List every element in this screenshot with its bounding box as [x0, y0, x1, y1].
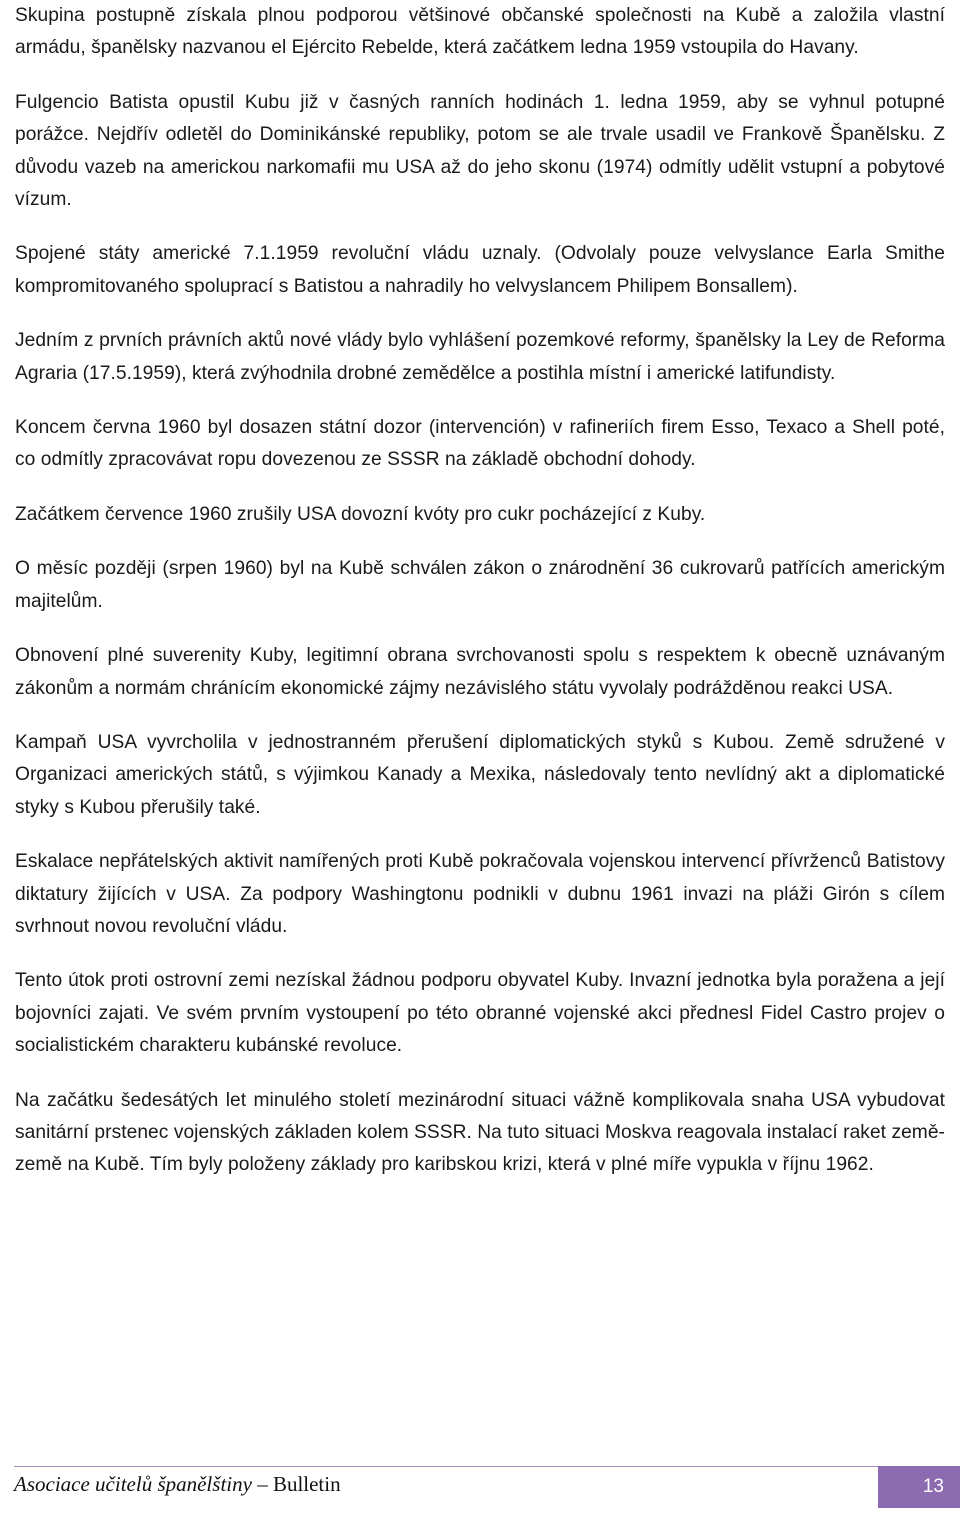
footer-section: Bulletin [272, 1472, 341, 1496]
footer-separator: – [251, 1472, 273, 1496]
page-number-badge [878, 1466, 960, 1508]
article-body [15, 0, 945, 1204]
paragraph: Eskalace nepřátelských aktivit namířených proti Kubě pokračovala vojenskou intervencí přívrženců Batistovy diktatury žijících v USA. Za podpory Washingtonu podnikli v dubnu 1961 invazi na pláži Girón s cílem svrhnout novou revoluční vládu. [15, 851, 945, 937]
paragraph: O měsíc později (srpen 1960) byl na Kubě schválen zákon o znárodnění 36 cukrovarů patřících americkým majitelům. [15, 558, 945, 612]
paragraph: Obnovení plné suverenity Kuby, legitimní obrana svrchovanosti spolu s respektem k obecně uznávaným zákonům a normám chránícím ekonomické zájmy nezávislého státu vyvolaly podrážděnou reakci USA. [15, 645, 945, 699]
footer-publication [14, 1470, 341, 1498]
paragraph: Koncem června 1960 byl dosazen státní dozor (intervención) v rafineriích firem Esso, Texaco a Shell poté, co odmítly zpracovávat ropu dovezenou ze SSSR na základě obchodní dohody. [15, 417, 945, 471]
paragraph: Fulgencio Batista opustil Kubu již v časných ranních hodinách 1. ledna 1959, aby se vyhnul potupné porážce. Nejdřív odletěl do Dominikánské republiky, potom se ale trvale usadil ve Frankově Španělsku. Z důvodu vazeb na americkou narkomafii mu USA až do jeho skonu (1974) odmítly udělit vstupní a pobytové vízum. [15, 91, 945, 211]
paragraph: Tento útok proti ostrovní zemi nezískal žádnou podporu obyvatel Kuby. Invazní jednotka byla poražena a její bojovníci zajati. Ve svém prvním vystoupení po této obranné vojenské akci přednesl Fidel Castro projev o socialistickém charakteru kubánské revoluce. [15, 970, 945, 1057]
paragraph: Skupina postupně získala plnou podporou většinové občanské společnosti na Kubě a založila vlastní armádu, španělsky nazvanou el Ejército Rebelde, která začátkem ledna 1959 vstoupila do Havany. [15, 5, 945, 59]
paragraph: Kampaň USA vyvrcholila v jednostranném přerušení diplomatických styků s Kubou. Země sdružené v Organizaci amerických států, s výjimkou Kanady a Mexika, následovaly tento nevlídný akt a diplomatické styky s Kubou přerušily také. [15, 731, 945, 818]
paragraph: Na začátku šedesátých let minulého století mezinárodní situaci vážně komplikovala snaha USA vybudovat sanitární prstenec vojenských základen kolem SSSR. Na tuto situaci Moskva reagovala instalací raket země-země na Kubě. Tím byly položeny základy pro karibskou krizi, která v plné míře vypukla v říjnu 1962. [15, 1089, 945, 1176]
paragraph: Začátkem července 1960 zrušily USA dovozní kvóty pro cukr pocházející z Kuby. [15, 503, 706, 525]
page-number: 13 [922, 1476, 944, 1497]
paragraph: Spojené státy americké 7.1.1959 revoluční vládu uznaly. (Odvolaly pouze velvyslance Earla Smithe kompromitovaného spoluprací s Batistou a nahradily ho velvyslancem Philipem Bonsallem). [15, 243, 945, 297]
paragraph: Jedním z prvních právních aktů nové vlády bylo vyhlášení pozemkové reformy, španělsky la Ley de Reforma Agraria (17.5.1959), která zvýhodnila drobné zemědělce a postihla místní i americké latifundisty. [15, 330, 945, 384]
footer-publication-name: Asociace učitelů španělštiny [14, 1472, 252, 1496]
footer-divider [14, 1466, 880, 1467]
